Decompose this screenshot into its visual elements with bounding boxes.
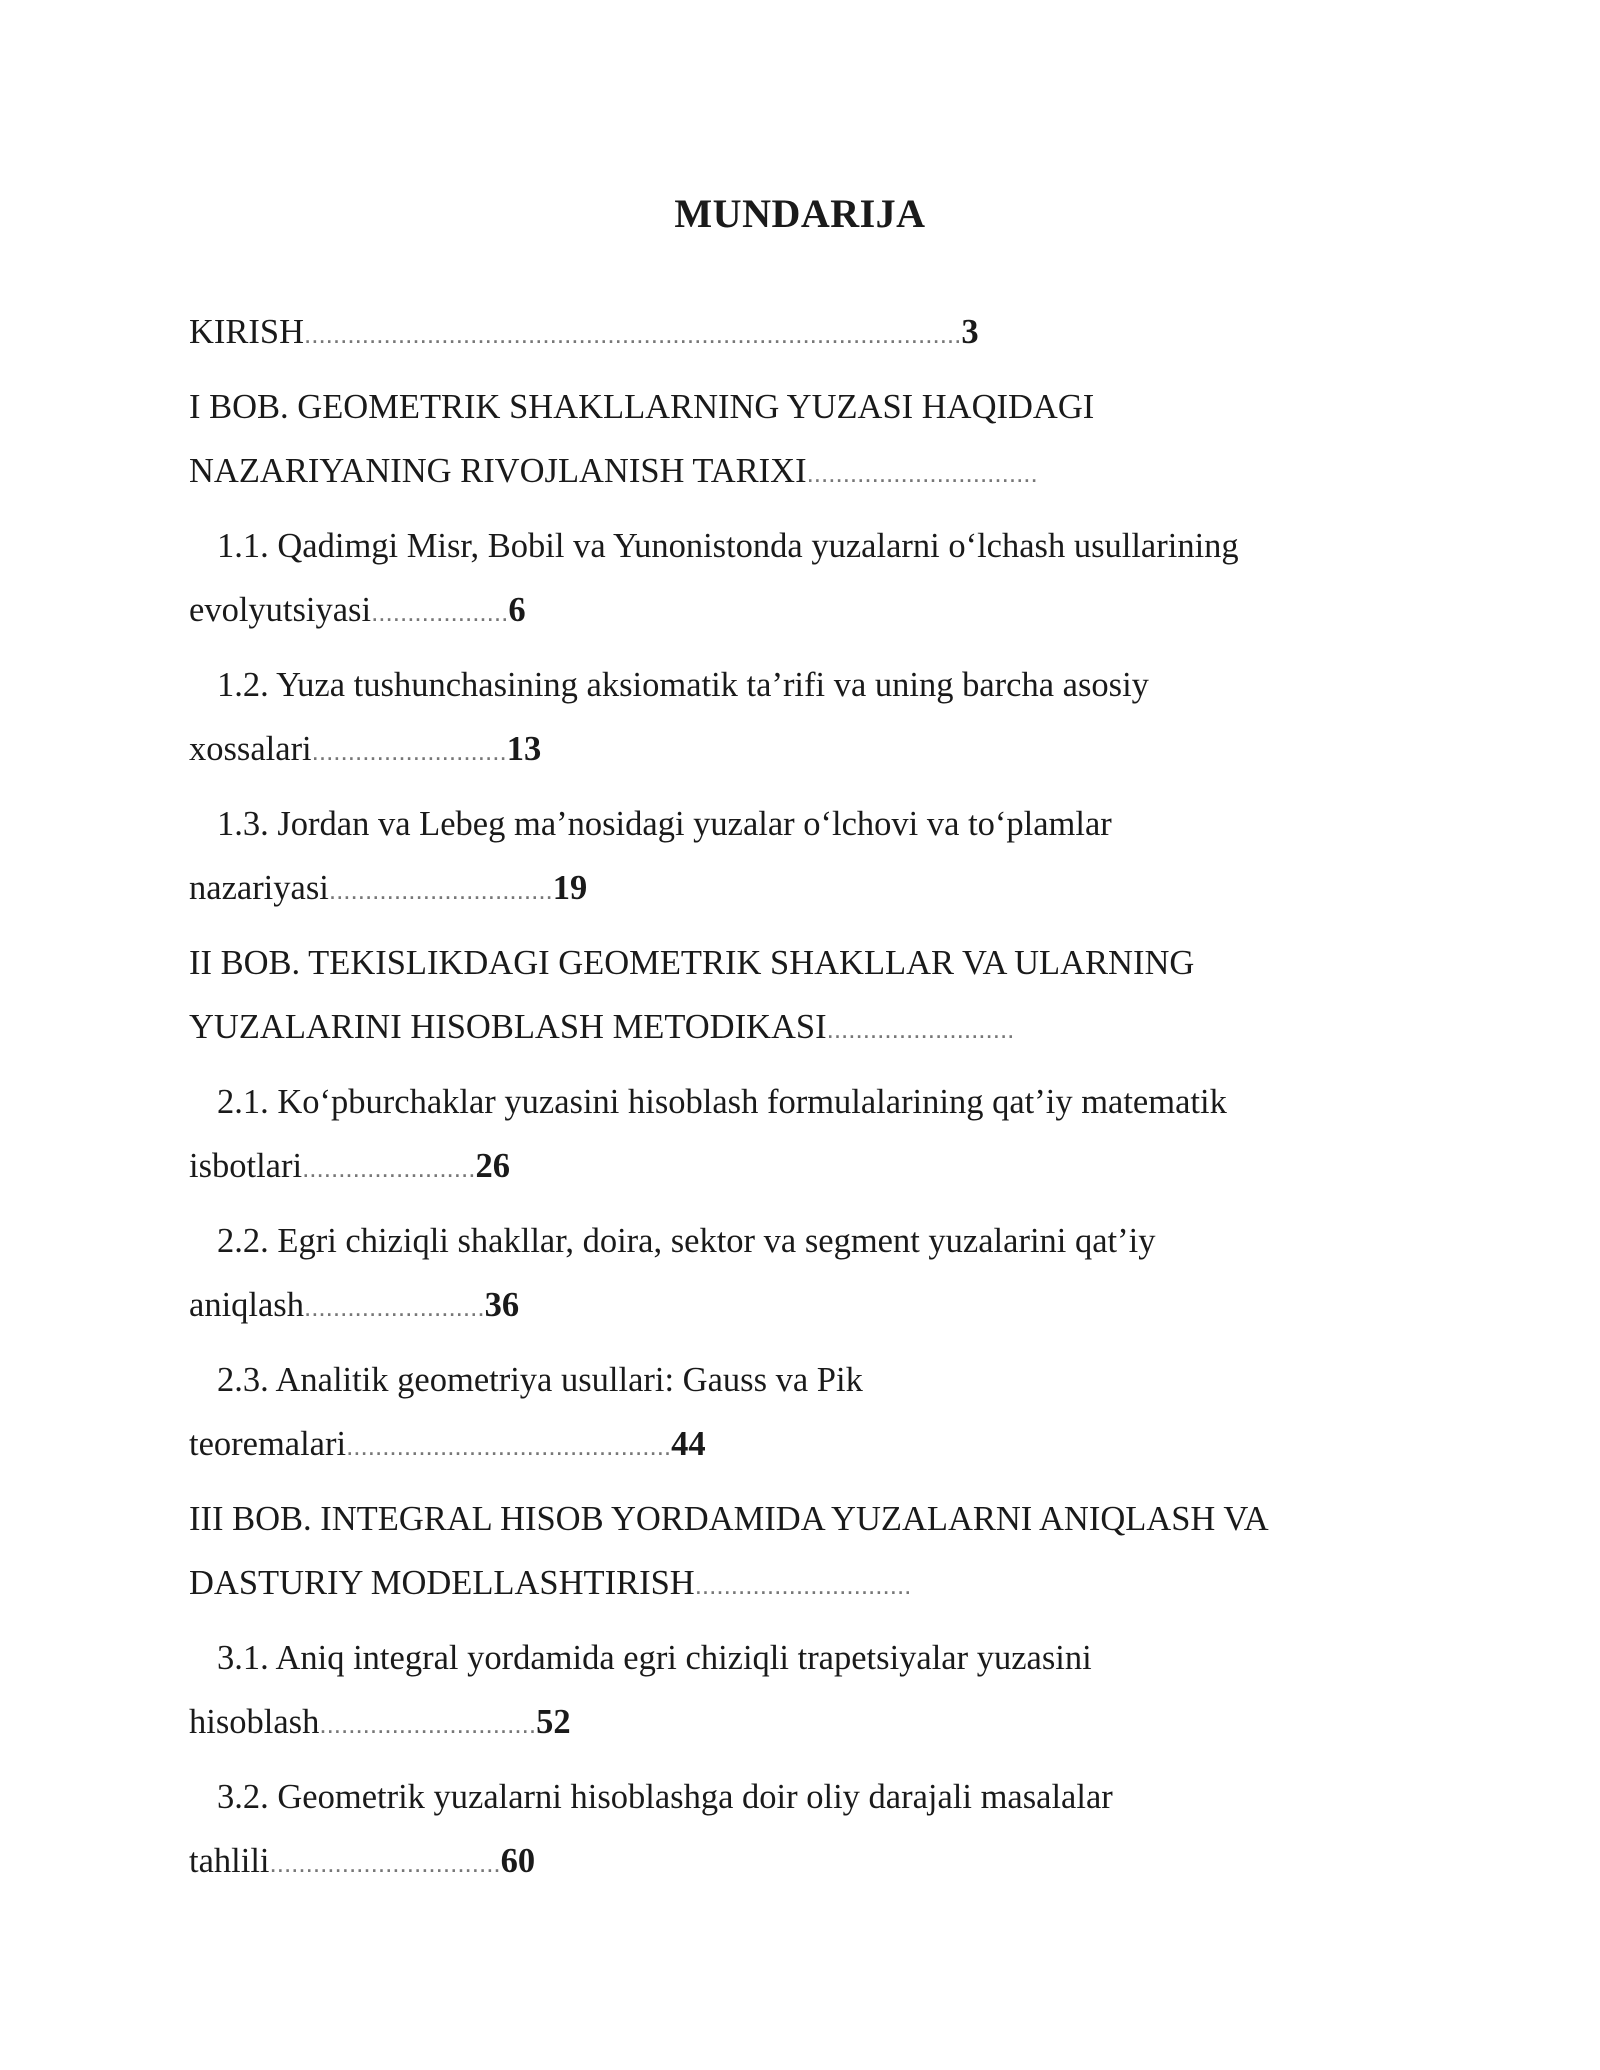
toc-leader-dots: ........................... xyxy=(311,736,507,766)
toc-entry-section-1-2 xyxy=(189,653,1419,783)
toc-entry-section-2-1 xyxy=(189,1070,1419,1200)
toc-line xyxy=(189,578,1419,644)
toc-leader-dots: ................................ xyxy=(806,458,1038,488)
toc-leader-dots: .............................. xyxy=(694,1570,912,1600)
toc-leader-dots: ............................................. xyxy=(346,1431,672,1461)
toc-leader-dots: ........................................................................................... xyxy=(304,319,962,349)
toc-line xyxy=(189,1070,1419,1134)
toc-entry-text: tahlili xyxy=(189,1842,270,1880)
table-of-contents xyxy=(189,300,1419,1904)
toc-entry-text: DASTURIY MODELLASHTIRISH xyxy=(189,1564,695,1602)
toc-entry-text: KIRISH xyxy=(189,313,305,351)
toc-line xyxy=(189,931,1419,995)
toc-page-number: 3 xyxy=(961,313,979,351)
toc-line xyxy=(189,653,1419,717)
toc-entry-text: teoremalari xyxy=(189,1425,347,1463)
toc-entry-section-3-1 xyxy=(189,1626,1419,1756)
toc-entry-section-2-2 xyxy=(189,1209,1419,1339)
toc-leader-dots: ............................... xyxy=(328,875,553,905)
toc-entry-section-3-2 xyxy=(189,1765,1419,1895)
toc-entry-text: III BOB. INTEGRAL HISOB YORDAMIDA YUZALARNI ANIQLASH VA xyxy=(189,1500,1269,1538)
toc-page-number: 44 xyxy=(671,1425,706,1463)
toc-entry-text: 2.2. Egri chiziqli shakllar, doira, sektor va segment yuzalarini qat’iy xyxy=(217,1222,1156,1260)
toc-entry-text: II BOB. TEKISLIKDAGI GEOMETRIK SHAKLLAR VA ULARNING xyxy=(189,944,1195,982)
toc-line xyxy=(189,1209,1419,1273)
toc-entry-text: 1.2. Yuza tushunchasining aksiomatik ta’rifi va uning barcha asosiy xyxy=(217,666,1149,704)
toc-line xyxy=(189,856,1419,922)
toc-leader-dots: ........................ xyxy=(302,1153,476,1183)
toc-line xyxy=(189,439,1419,505)
toc-line xyxy=(189,717,1419,783)
toc-entry-text: aniqlash xyxy=(189,1286,304,1324)
toc-leader-dots: ................... xyxy=(371,597,509,627)
toc-page-number: 26 xyxy=(475,1147,510,1185)
toc-entry-section-2-3 xyxy=(189,1348,1419,1478)
toc-entry-text: 1.3. Jordan va Lebeg ma’nosidagi yuzalar o‘lchovi va to‘plamlar xyxy=(217,805,1112,843)
toc-line xyxy=(189,1690,1419,1756)
toc-entry-text: I BOB. GEOMETRIK SHAKLLARNING YUZASI HAQIDAGI xyxy=(189,388,1095,426)
toc-line xyxy=(189,1829,1419,1895)
toc-entry-chapter-2 xyxy=(189,931,1419,1061)
toc-leader-dots: ................................ xyxy=(269,1848,501,1878)
toc-line xyxy=(189,1626,1419,1690)
toc-entry-text: YUZALARINI HISOBLASH METODIKASI xyxy=(189,1008,827,1046)
toc-entry-text: NAZARIYANING RIVOJLANISH TARIXI xyxy=(189,452,807,490)
toc-line xyxy=(189,1765,1419,1829)
toc-line xyxy=(189,1273,1419,1339)
toc-page-number: 6 xyxy=(508,591,526,629)
toc-leader-dots: ......................... xyxy=(303,1292,485,1322)
page-title: MUNDARIJA xyxy=(674,191,926,236)
toc-entry-text: xossalari xyxy=(189,730,312,768)
toc-entry-section-1-1 xyxy=(189,514,1419,644)
toc-entry-text: 2.3. Analitik geometriya usullari: Gauss va Pik xyxy=(217,1361,863,1399)
toc-line xyxy=(189,995,1419,1061)
toc-page-number: 13 xyxy=(506,730,542,768)
toc-line xyxy=(189,1348,1419,1412)
toc-leader-dots: .......................... xyxy=(826,1014,1015,1044)
toc-line xyxy=(189,1487,1419,1551)
toc-entry-text: evolyutsiyasi xyxy=(189,591,372,629)
toc-line xyxy=(189,1412,1419,1478)
toc-line xyxy=(189,514,1419,578)
toc-entry-text: isbotlari xyxy=(189,1147,303,1185)
toc-entry-kirish xyxy=(189,300,1419,366)
toc-entry-text: nazariyasi xyxy=(189,869,329,907)
toc-line xyxy=(189,300,1419,366)
toc-entry-text: 3.2. Geometrik yuzalarni hisoblashga doir oliy darajali masalalar xyxy=(217,1778,1113,1816)
toc-leader-dots: .............................. xyxy=(319,1709,537,1739)
toc-entry-text: 3.1. Aniq integral yordamida egri chiziqli trapetsiyalar yuzasini xyxy=(217,1639,1092,1677)
toc-page-number: 36 xyxy=(484,1286,520,1324)
toc-line xyxy=(189,1551,1419,1617)
toc-page-number: 19 xyxy=(552,869,588,907)
toc-line xyxy=(189,1134,1419,1200)
toc-entry-chapter-3 xyxy=(189,1487,1419,1617)
toc-entry-section-1-3 xyxy=(189,792,1419,922)
toc-entry-text: hisoblash xyxy=(189,1703,320,1741)
toc-entry-text: 1.1. Qadimgi Misr, Bobil va Yunonistonda yuzalarni o‘lchash usullarining xyxy=(217,527,1239,565)
toc-entry-text: 2.1. Ko‘pburchaklar yuzasini hisoblash formulalarining qat’iy matematik xyxy=(217,1083,1227,1121)
toc-page-number: 60 xyxy=(500,1842,536,1880)
toc-line xyxy=(189,792,1419,856)
toc-page-number: 52 xyxy=(536,1703,571,1741)
toc-entry-chapter-1 xyxy=(189,375,1419,505)
toc-line xyxy=(189,375,1419,439)
